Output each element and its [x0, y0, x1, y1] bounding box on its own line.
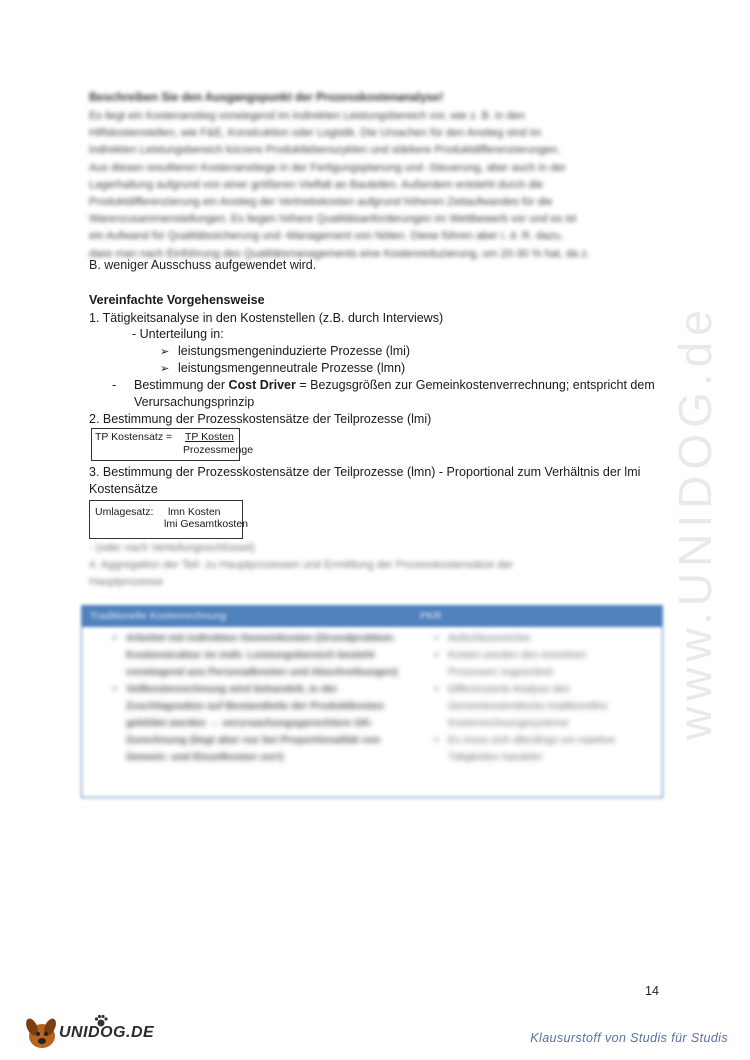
list-item: • Es muss sich allerdings um repetive Tätigkeiten handeln!	[448, 732, 634, 766]
formula-numerator: TP Kosten	[185, 431, 234, 443]
page-number: 14	[645, 984, 659, 998]
unidog-logo	[22, 1014, 155, 1052]
step-3: 3. Bestimmung der Prozesskostensätze der Teilprozesse (lmn) - Proportional zum Verhältnis der lmi	[89, 465, 641, 479]
table-header-left: Traditionelle Kostenrechnung	[90, 610, 227, 622]
list-item: • Arbeitet mit indirekten Gemeinkosten (Grundproblem: Kostenstruktur im indir. Leistungsbereich besteht vorwiegend aus Personalkosten und Abschreibungen)	[126, 630, 402, 681]
subdivision-label: - Unterteilung in:	[132, 327, 224, 341]
paragraph-line: dass man nach Einführung des Qualitätsmanagements eine Kostenreduzierung, um 20-30 % hat, da z.	[89, 247, 590, 260]
paragraph-line: Produktdifferenzierung ein Anstieg der Vertriebskosten aufgrund höheren Zeitaufwandes für die	[89, 196, 553, 209]
paragraph-line: Lagerhaltung aufgrund von einer größeren Vielfalt an Bauteilen. Außerdem entsteht durch die	[89, 178, 544, 191]
dash-bullet: -	[112, 378, 117, 392]
blurred-line: - (oder nach Verteilungsschlüssel)	[89, 542, 255, 554]
formula-umlagesatz	[89, 500, 249, 539]
table-col-pkr	[434, 630, 634, 766]
formula-tp-kostensatz	[91, 428, 254, 461]
paragraph-line: ein Aufwand für Qualitätssicherung und -Management von Nöten. Diese führen aber i. d. R. dazu,	[89, 230, 563, 243]
arrow-bullet-icon: ➢	[160, 363, 170, 375]
paragraph-line: Es liegt ein Kostenanstieg vorwiegend im indirekten Leistungsbereich vor, wie z. B. in den	[89, 110, 525, 122]
blurred-question-title: Beschreiben Sie den Ausgangspunkt der Prozesskostenanalyse!	[89, 92, 444, 104]
comparison-table	[81, 605, 663, 798]
formula-denominator: Prozessmenge	[183, 444, 254, 456]
paragraph-line: Warenzusammenstellungen. Es liegen höhere Qualitätsanforderungen im Wettbewerb vor und es ist	[89, 213, 577, 226]
step-1: 1. Tätigkeitsanalyse in den Kostenstellen (z.B. durch Interviews)	[89, 311, 444, 325]
section-title: Vereinfachte Vorgehensweise	[89, 293, 265, 307]
formula-numerator: lmn Kosten	[168, 506, 221, 518]
dog-logo-icon	[22, 1014, 62, 1052]
paragraph-line: indirekten Leistungsbereich kürzere Produktlebenszyklen und stärkere Produktdifferenzierungen.	[89, 144, 561, 157]
bullet-lmn: ➢ leistungsmengenneutrale Prozesse (lmn)	[160, 361, 406, 375]
cost-driver-term: Cost Driver	[228, 378, 296, 392]
arrow-bullet-icon: ➢	[160, 346, 170, 358]
list-item: • Kosten werden den einzelnen Prozessen zugeordnet	[448, 647, 634, 681]
blurred-paragraph	[89, 108, 664, 263]
footer-tagline: Klausurstoff von Studis für Studis	[530, 1031, 728, 1045]
table-header	[82, 606, 662, 627]
cost-driver-line: Bestimmung der Cost Driver = Bezugsgrößen zur Gemeinkostenverrechnung; entspricht dem	[134, 378, 655, 392]
blurred-line: 4. Aggregation der Teil- zu Hauptprozessen und Ermittlung der Prozesskostensätze der	[89, 559, 514, 571]
cost-driver-line-2: Verursachungsprinzip	[134, 395, 255, 409]
paragraph-line: Aus diesen resultieren Kostenanstiege in der Fertigungsplanung und -Steuerung, aber auch in der	[89, 161, 566, 174]
list-item: • Aufschlussreicher	[448, 630, 634, 647]
list-item: • Vollkostenrechnung wird behandelt, in der Zuschlagssätze auf Bestandteile der Produktkosten gebildet werden → verursachungsgerechtere GK-Zurechnung (liegt aber nur bei Proportionalität von Gemein- und Einzelkosten vor!)	[126, 681, 402, 766]
watermark: www.UNIDOG.de	[669, 304, 721, 740]
formula-label: TP Kostensatz =	[95, 431, 173, 443]
table-col-traditional	[112, 630, 402, 766]
blurred-line: Hauptprozesse	[89, 576, 163, 588]
logo-text: UNIDOG.DE	[59, 1024, 155, 1041]
paragraph-end: B. weniger Ausschuss aufgewendet wird.	[89, 258, 317, 272]
table-header-right: PKR	[420, 610, 442, 622]
list-item: • Differenzierte Analyse des Gemeinkostenblocks traditionelles Kostenrechnungssysteme	[448, 681, 634, 732]
formula-label: Umlagesatz:	[95, 506, 154, 518]
step-2: 2. Bestimmung der Prozesskostensätze der Teilprozesse (lmi)	[89, 412, 432, 426]
paragraph-line: Hilfskostenstellen, wie F&E, Konstruktion oder Logistik. Die Ursachen für den Anstieg sind im	[89, 127, 542, 140]
step-3-cont: Kostensätze	[89, 482, 158, 496]
bullet-lmi: ➢ leistungsmengeninduzierte Prozesse (lmi)	[160, 344, 411, 358]
formula-denominator: lmi Gesamtkosten	[164, 518, 249, 530]
